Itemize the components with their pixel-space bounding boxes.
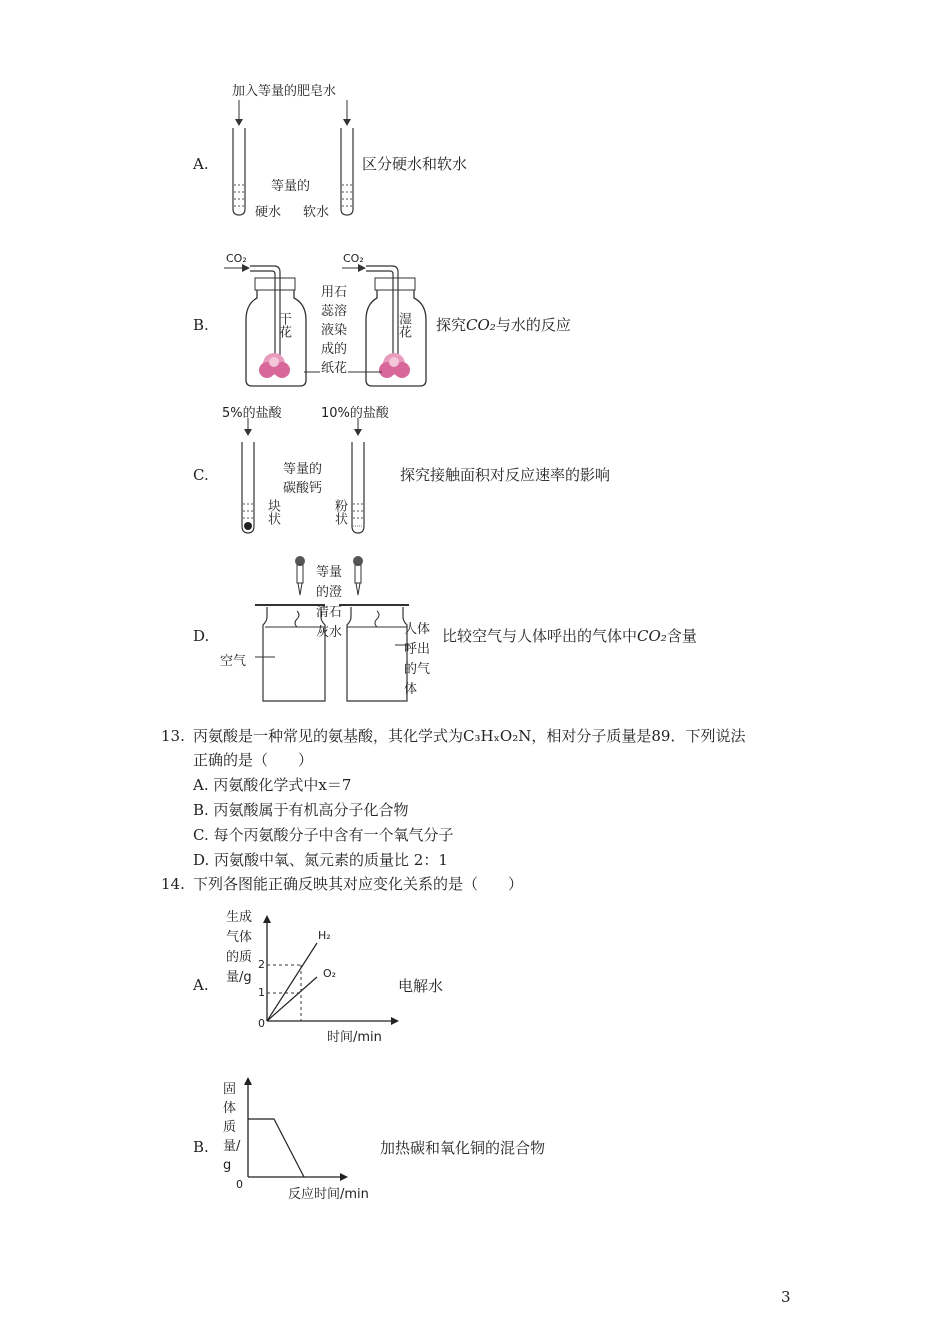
wet-flower-label: 湿花 <box>396 312 411 338</box>
lump-label: 块状 <box>265 499 280 525</box>
q14-stem: 下列各图能正确反映其对应变化关系的是（ ） <box>193 875 524 893</box>
q13-stem-line1: 丙氨酸是一种常见的氨基酸，其化学式为C₃HₓO₂N，相对分子质量是89．下列说法 <box>193 727 746 745</box>
calcium-carbonate-label: 碳酸钙 <box>283 481 323 496</box>
litmus-flower-label: 用石蕊溶液染成的纸花 <box>321 285 348 376</box>
h2-label: H₂ <box>318 929 331 942</box>
q13-option-b: B. 丙氨酸属于有机高分子化合物 <box>193 801 409 819</box>
acid-5-label: 5%的盐酸 <box>222 406 282 421</box>
co2-left-label: CO₂ <box>226 252 247 265</box>
powder-label: 粉状 <box>332 499 347 525</box>
limewater-label: 等量的澄清石灰水 <box>316 565 343 640</box>
chart-a-ylabel: 生成气体的质量/g <box>226 910 253 985</box>
o2-label: O₂ <box>323 967 337 980</box>
option-b-letter: B. <box>193 316 209 334</box>
q13-number: 13. <box>161 727 185 745</box>
hard-water-label: 硬水 <box>255 205 282 220</box>
chart-a-origin: 0 <box>258 1017 265 1030</box>
o2-line <box>267 977 317 1021</box>
q14-number: 14. <box>161 875 185 893</box>
chart-a-tick-2: 2 <box>258 958 265 971</box>
acid-10-label: 10%的盐酸 <box>321 406 389 421</box>
soap-water-label: 加入等量的肥皂水 <box>232 84 337 99</box>
solid-mass-line <box>248 1119 304 1177</box>
equal-amount-c-label: 等量的 <box>283 462 323 477</box>
q14-a-caption: 电解水 <box>398 977 444 995</box>
option-a-caption: 区分硬水和软水 <box>362 155 468 173</box>
carbon-copper-oxide-chart <box>238 1075 358 1185</box>
equal-amount-label: 等量的 <box>271 179 311 194</box>
q14-b-caption: 加热碳和氧化铜的混合物 <box>380 1139 546 1157</box>
h2-line <box>267 943 317 1021</box>
soft-water-label: 软水 <box>303 205 330 220</box>
q13-stem-line2: 正确的是（ ） <box>193 751 314 769</box>
hard-soft-water-diagram <box>225 95 365 220</box>
chart-a-xlabel: 时间/min <box>327 1030 382 1045</box>
chart-b-ylabel: 固体质量/g <box>223 1082 241 1173</box>
page-number: 3 <box>781 1288 791 1306</box>
option-c-caption: 探究接触面积对反应速率的影响 <box>400 466 611 484</box>
option-b-caption: 探究CO₂与水的反应 <box>436 316 571 334</box>
chart-b-origin: 0 <box>236 1178 243 1191</box>
dry-flower-label: 干花 <box>276 312 291 338</box>
option-d-caption: 比较空气与人体呼出的气体中CO₂含量 <box>442 627 697 645</box>
chart-b-xlabel: 反应时间/min <box>288 1187 369 1202</box>
option-c-letter: C. <box>193 466 209 484</box>
option-a-letter: A. <box>193 155 209 173</box>
q13-option-a: A. 丙氨酸化学式中x＝7 <box>193 776 352 794</box>
chart-a-tick-1: 1 <box>258 986 265 999</box>
option-d-letter: D. <box>193 627 210 645</box>
co2-right-label: CO₂ <box>343 252 364 265</box>
air-label: 空气 <box>220 654 247 669</box>
q14-a-letter: A. <box>193 976 209 994</box>
q13-option-d: D. 丙氨酸中氧、氮元素的质量比 2：1 <box>193 851 448 869</box>
q14-b-letter: B. <box>193 1138 209 1156</box>
exhaled-gas-label: 人体呼出的气体 <box>404 622 431 697</box>
q13-option-c: C. 每个丙氨酸分子中含有一个氧气分子 <box>193 826 454 844</box>
